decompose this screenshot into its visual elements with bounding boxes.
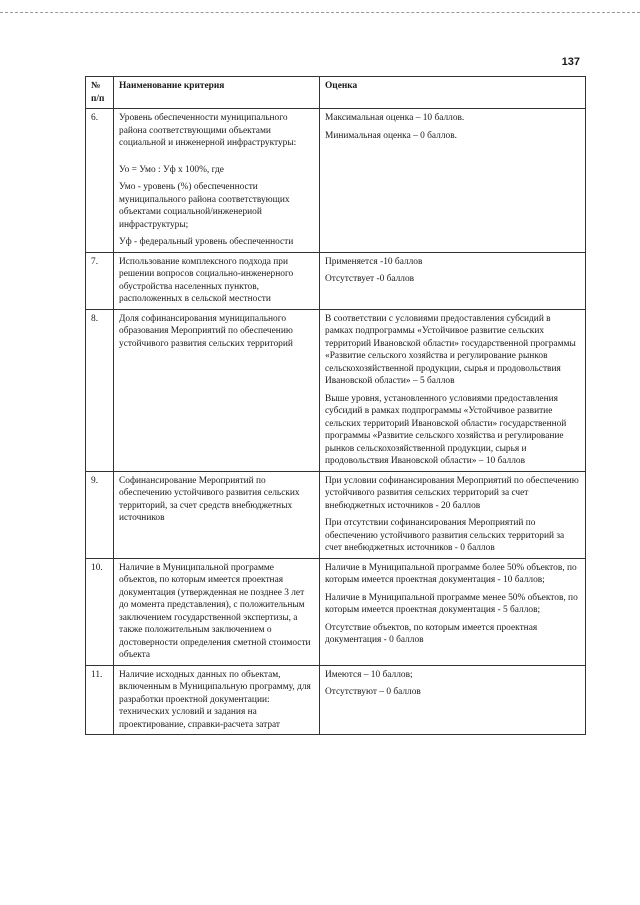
row-number: 9. <box>86 471 114 558</box>
criterion-formula: Уо = Умо : Уф х 100%, где <box>119 164 224 175</box>
header-score: Оценка <box>320 77 586 109</box>
criterion-name <box>114 471 320 558</box>
table-row <box>86 558 586 665</box>
criterion-text: Доля софинансирования муниципального образования Мероприятий по обеспечению устойчивого развития сельских территорий <box>119 313 293 349</box>
header-name: Наименование критерия <box>114 77 320 109</box>
criterion-text: Наличие в Муниципальной программе объектов, по которым имеется проектная документация (утвержденная не позднее 3 лет до момента представления), с положительным заключением государственной экспертизы, а также положительным заключением о достоверности определения сметной стоимости объекта <box>119 562 311 660</box>
criterion-name <box>114 252 320 309</box>
criterion-name <box>114 309 320 471</box>
criterion-score <box>320 252 586 309</box>
table-row <box>86 309 586 471</box>
criterion-score <box>320 309 586 471</box>
score-text: При отсутствии софинансирования Мероприятий по обеспечению устойчивого развития сельских территорий за счет внебюджетных источников - 0 баллов <box>325 518 565 553</box>
table-header-row <box>86 77 586 109</box>
criterion-name <box>114 109 320 253</box>
row-number: 8. <box>86 309 114 471</box>
criterion-score <box>320 558 586 665</box>
criteria-table <box>85 76 586 735</box>
criterion-text: Использование комплексного подхода при решении вопросов социально-инженерного обустройства населенных пунктов, расположенных в сельской местности <box>119 256 294 304</box>
score-text: Отсутствует -0 баллов <box>325 274 415 284</box>
criterion-name <box>114 665 320 735</box>
scan-edge-line <box>0 12 640 13</box>
score-text: Наличие в Муниципальной программе более 50% объектов, по которым имеется проектная документация - 10 баллов; <box>325 562 577 585</box>
criterion-score <box>320 471 586 558</box>
table-row <box>86 252 586 309</box>
criterion-text: Софинансирование Мероприятий по обеспечению устойчивого развития сельских территорий, за счет средств внебюджетных источников <box>119 475 300 523</box>
score-text: Имеются – 10 баллов; <box>325 669 413 680</box>
score-text: Отсутствие объектов, по которым имеется проектная документация - 0 баллов <box>325 622 538 645</box>
score-text: В соответствии с условиями предоставления субсидий в рамках подпрограммы «Устойчивое развитие сельских территорий Ивановской области» государственной программы «Развитие сельского хозяйства и регулирование рынков сельскохозяйственной продукции, сырья и продовольствия Ивановской области» – 5 баллов <box>325 313 576 386</box>
score-text: Наличие в Муниципальной программе менее 50% объектов, по которым имеется проектная документация - 5 баллов; <box>325 592 578 615</box>
criterion-text: Наличие исходных данных по объектам, включенным в Муниципальную программу, для разработки проектной документации: технических условий и задания на проектирование, справки-расчета затрат <box>119 669 311 730</box>
table-row <box>86 665 586 735</box>
criterion-text: Умо - уровень (%) обеспеченности муниципального района соответствующих объектами социальной/инженериой инфраструктуры; <box>119 182 290 230</box>
criterion-name <box>114 558 320 665</box>
score-text: Выше уровня, установленного условиями предоставления субсидий в рамках подпрограммы «Устойчивое развитие сельских территорий Ивановской области» государственной программы «Развитие сельского хозяйства и регулирование рынков сельскохозяйственной продукции, сырья и продовольствия Ивановской области» – 10 баллов <box>325 393 567 466</box>
page-number: 137 <box>561 56 580 68</box>
criterion-score <box>320 665 586 735</box>
criterion-text: Уровень обеспеченности муниципального района соответствующими объектами социальной и инженерной инфраструктуры: <box>119 113 297 148</box>
table-row <box>86 471 586 558</box>
score-text: Применяется -10 баллов <box>325 256 423 267</box>
row-number: 10. <box>86 558 114 665</box>
score-text: Отсутствуют – 0 баллов <box>325 687 421 697</box>
criterion-text: Уф - федеральный уровень обеспеченности <box>119 237 294 247</box>
score-text: Максимальная оценка – 10 баллов. <box>325 113 465 123</box>
row-number: 6. <box>86 109 114 253</box>
score-text: При условии софинансирования Мероприятий по обеспечению устойчивого развития сельских территорий за счет внебюджетных источников - 20 баллов <box>325 475 579 511</box>
table-row <box>86 109 586 253</box>
criterion-score <box>320 109 586 253</box>
header-num: № п/п <box>86 77 114 109</box>
row-number: 11. <box>86 665 114 735</box>
score-text: Минимальная оценка – 0 баллов. <box>325 130 457 141</box>
row-number: 7. <box>86 252 114 309</box>
